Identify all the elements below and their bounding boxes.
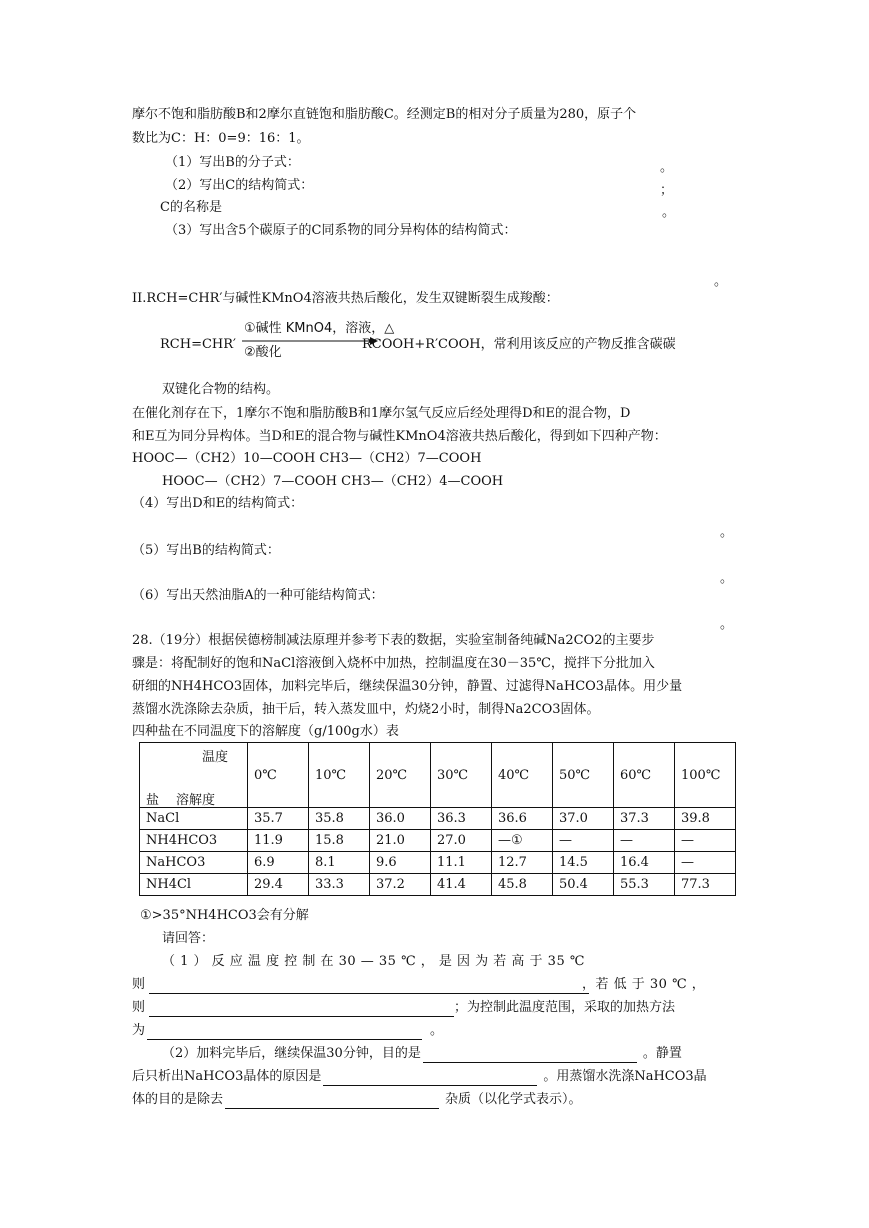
text-line: 在催化剂存在下，1摩尔不饱和脂肪酸B和1摩尔氢气反应后经处理得D和E的混合物，D — [132, 406, 631, 421]
table-cell: — — [675, 852, 736, 874]
question-5: （5）写出B的结构简式： — [132, 543, 280, 558]
period: 。 — [720, 617, 734, 632]
below-30-text: ，若 低 于 30 ℃ ， — [582, 977, 706, 992]
table-cell: 11.1 — [431, 852, 492, 874]
table-cell: — — [553, 830, 614, 852]
answer-2-suffix: 。静置 — [642, 1046, 682, 1061]
header-temp-cell: 0℃ — [248, 743, 309, 808]
question-3: （3）写出含5个碳原子的C同系物的同分异构体的结构简式： — [165, 223, 517, 238]
table-cell: 15.8 — [309, 830, 370, 852]
c-name-line: C的名称是 — [160, 200, 222, 215]
answer-1-line-3 — [132, 999, 675, 1017]
header-solubility: 溶解度 — [176, 793, 216, 808]
table-cell: —① — [492, 830, 553, 852]
answer-1-line-4 — [132, 1022, 443, 1040]
product-line-1: HOOC—（CH2）10—COOH CH3—（CH2）7—COOH — [132, 451, 482, 466]
table-cell: 77.3 — [675, 874, 736, 896]
ze-label: 则 — [132, 1000, 146, 1015]
header-temp-cell: 30℃ — [431, 743, 492, 808]
part2-intro: II.RCH=CHR′与碱性KMnO4溶液共热后酸化，发生双键断裂生成羧酸： — [132, 291, 559, 306]
table-cell: 11.9 — [248, 830, 309, 852]
table-cell: 55.3 — [614, 874, 675, 896]
answer-2-suffix: 。用蒸馏水洗涤NaHCO3晶 — [543, 1069, 707, 1084]
answer-blank[interactable] — [149, 1002, 454, 1017]
table-row — [140, 852, 736, 874]
ask-label: 请回答： — [162, 931, 215, 946]
salt-name-cell: NH4Cl — [140, 874, 248, 896]
header-temp-cell: 50℃ — [553, 743, 614, 808]
header-salt: 盐 — [146, 793, 160, 808]
table-cell: 50.4 — [553, 874, 614, 896]
table-cell: 36.3 — [431, 808, 492, 830]
answer-2-line-3 — [132, 1091, 582, 1109]
header-temp-cell: 60℃ — [614, 743, 675, 808]
text-line: 摩尔不饱和脂肪酸B和2摩尔直链饱和脂肪酸C。经测定B的相对分子质量为280，原子个 — [132, 107, 637, 122]
answer-2-line-1 — [162, 1045, 682, 1063]
question-4: （4）写出D和E的结构简式： — [132, 496, 304, 511]
table-footnote: ①>35°NH4HCO3会有分解 — [140, 908, 309, 923]
table-cell: 45.8 — [492, 874, 553, 896]
answer-1-line-2 — [132, 976, 589, 994]
solubility-table — [139, 742, 736, 896]
table-cell: — — [675, 830, 736, 852]
table-cell: 6.9 — [248, 852, 309, 874]
answer-2-prompt: 后只析出NaHCO3晶体的原因是 — [132, 1069, 322, 1084]
table-cell: 16.4 — [614, 852, 675, 874]
table-cell: 8.1 — [309, 852, 370, 874]
heating-method-text: ；为控制此温度范围，采取的加热方法 — [454, 1000, 676, 1015]
semicolon: ； — [660, 183, 674, 198]
reactant: RCH=CHR′ — [160, 337, 236, 352]
answer-blank[interactable] — [323, 1071, 537, 1086]
wei-label: 为 — [132, 1023, 146, 1038]
table-cell: 9.6 — [370, 852, 431, 874]
header-temp-cell: 10℃ — [309, 743, 370, 808]
period: 。 — [662, 205, 676, 220]
header-temp-cell: 100℃ — [675, 743, 736, 808]
table-cell: 36.0 — [370, 808, 431, 830]
reaction-product: RCOOH+R′COOH，常利用该反应的产物反推含碳碳 — [362, 337, 676, 352]
answer-2-prompt: （2）加料完毕后，继续保温30分钟，目的是 — [162, 1046, 421, 1061]
table-row — [140, 830, 736, 852]
answer-1-line-1: （ 1 ） 反 应 温 度 控 制 在 30 — 35 ℃ ， 是 因 为 若 高 于 35 ℃ — [162, 954, 585, 969]
table-title: 四种盐在不同温度下的溶解度（g/100g水）表 — [132, 724, 399, 739]
table-cell: 41.4 — [431, 874, 492, 896]
answer-blank[interactable] — [149, 979, 589, 994]
table-corner-cell — [140, 743, 248, 808]
text-line: 蒸馏水洗涤除去杂质，抽干后，转入蒸发皿中，灼烧2小时，制得Na2CO3固体。 — [132, 702, 600, 717]
answer-2-suffix: 杂质（以化学式表示）。 — [445, 1092, 582, 1107]
period: 。 — [720, 525, 734, 540]
header-temp-cell: 20℃ — [370, 743, 431, 808]
question-2: （2）写出C的结构简式： — [165, 178, 314, 193]
answer-blank[interactable] — [225, 1094, 439, 1109]
table-cell: 29.4 — [248, 874, 309, 896]
answer-2-prompt: 体的目的是除去 — [132, 1092, 224, 1107]
period: 。 — [720, 571, 734, 586]
text-line: 数比为C：H：0=9：16：1。 — [132, 131, 310, 146]
reaction-condition-2: ②酸化 — [244, 345, 282, 360]
salt-name-cell: NaHCO3 — [140, 852, 248, 874]
table-cell: 37.3 — [614, 808, 675, 830]
answer-2-line-2 — [132, 1068, 707, 1086]
table-cell: 12.7 — [492, 852, 553, 874]
table-cell: 35.7 — [248, 808, 309, 830]
table-cell: 37.2 — [370, 874, 431, 896]
table-cell: 39.8 — [675, 808, 736, 830]
table-cell: 35.8 — [309, 808, 370, 830]
period: 。 — [714, 274, 728, 289]
answer-blank[interactable] — [147, 1025, 422, 1040]
table-row — [140, 808, 736, 830]
ze-label: 则 — [132, 977, 146, 992]
table-cell: 14.5 — [553, 852, 614, 874]
salt-name-cell: NH4HCO3 — [140, 830, 248, 852]
table-header-row — [140, 743, 736, 808]
product-line-2: HOOC—（CH2）7—COOH CH3—（CH2）4—COOH — [162, 474, 504, 489]
text-line: 研细的NH4HCO3固体，加料完毕后，继续保温30分钟，静置、过滤得NaHCO3晶体。用少量 — [132, 679, 683, 694]
table-cell: 36.6 — [492, 808, 553, 830]
reaction-condition-1: ①碱性 KMnO4，溶液，△ — [244, 321, 395, 336]
question-1: （1）写出B的分子式： — [165, 155, 300, 170]
text-line: 和E互为同分异构体。当D和E的混合物与碱性KMnO4溶液共热后酸化，得到如下四种产物： — [132, 429, 667, 444]
table-cell: 27.0 — [431, 830, 492, 852]
text-line: 骤是：将配制好的饱和NaCl溶液倒入烧杯中加热，控制温度在30－35℃，搅拌下分批加入 — [132, 656, 655, 671]
header-temp-cell: 40℃ — [492, 743, 553, 808]
table-row — [140, 874, 736, 896]
header-temperature: 温度 — [202, 750, 229, 765]
table-cell: — — [614, 830, 675, 852]
table-cell: 33.3 — [309, 874, 370, 896]
period: 。 — [430, 1023, 444, 1038]
text-line: 28.（19分）根据侯德榜制减法原理并参考下表的数据，实验室制备纯碱Na2CO2的主要步 — [132, 633, 655, 648]
question-6: （6）写出天然油脂A的一种可能结构简式： — [132, 588, 384, 603]
salt-name-cell: NaCl — [140, 808, 248, 830]
answer-blank[interactable] — [423, 1048, 637, 1063]
table-cell: 37.0 — [553, 808, 614, 830]
text-line: 双键化合物的结构。 — [162, 382, 280, 397]
table-cell: 21.0 — [370, 830, 431, 852]
period: 。 — [660, 160, 674, 175]
